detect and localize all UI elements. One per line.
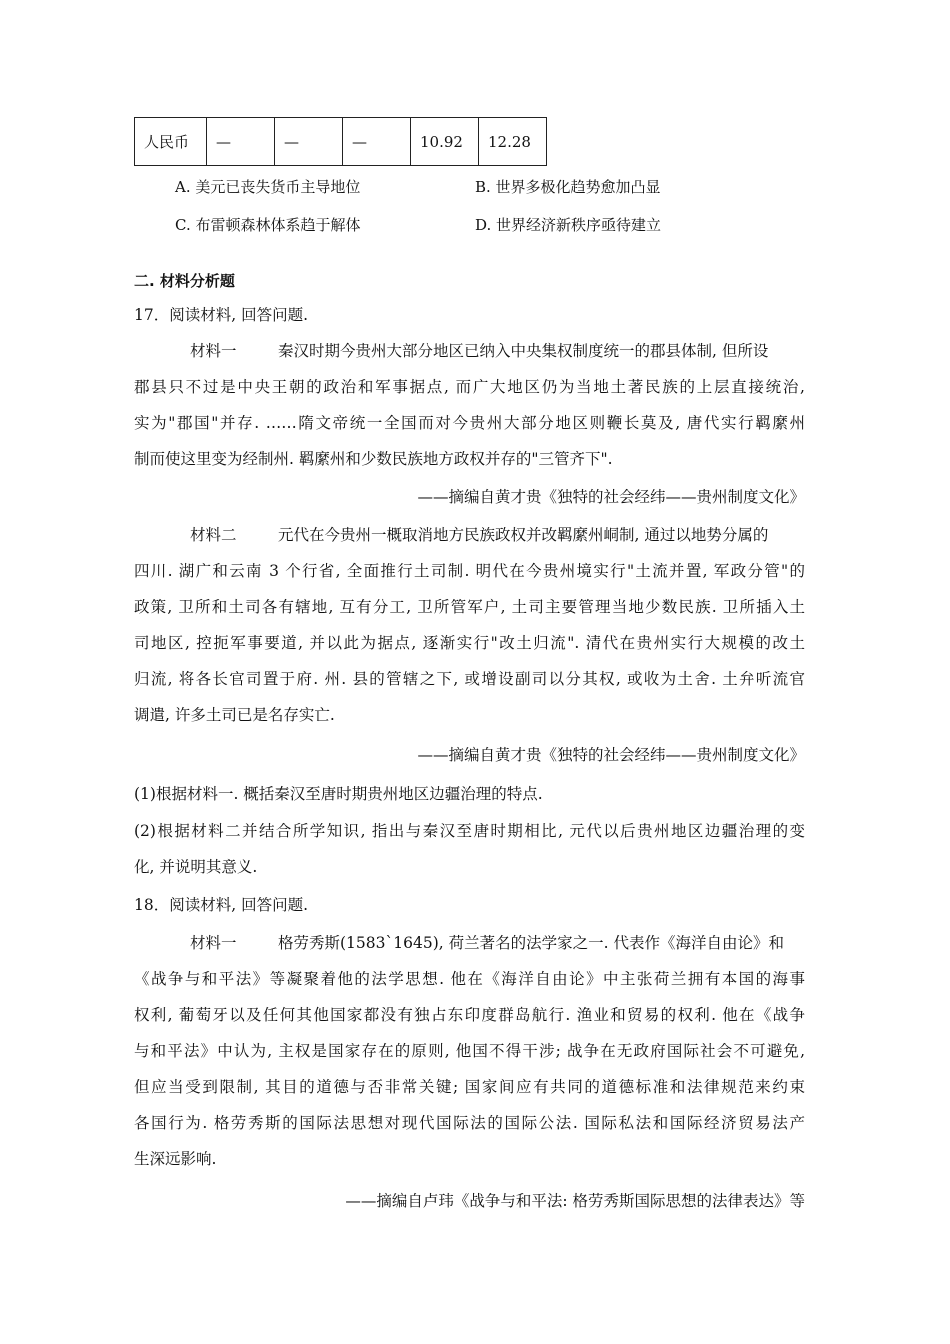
currency-table bbox=[134, 117, 547, 166]
q17-sub-question-2-cont: 化, 并说明其意义. bbox=[134, 858, 258, 876]
q17-material-2-line: 归流, 将各长官司置于府. 州. 县的管辖之下, 或增设副司以分其权, 或收为土舍. 土弁听流官 bbox=[134, 670, 805, 688]
q18-material-1-line: 生深远影响. bbox=[134, 1150, 217, 1168]
question-17-title: 17．阅读材料, 回答问题. bbox=[134, 306, 309, 324]
table-row bbox=[135, 118, 547, 166]
material-label: 材料一 bbox=[190, 934, 237, 952]
q17-material-2-source: ——摘编自黄才贵《独特的社会经纬——贵州制度文化》 bbox=[417, 746, 805, 764]
table-cell: 12.28 bbox=[479, 118, 547, 166]
q17-material-1-line: 材料一 秦汉时期今贵州大部分地区已纳入中央集权制度统一的郡县体制, 但所设 bbox=[190, 339, 805, 361]
material-label: 材料二 bbox=[190, 526, 237, 544]
q18-material-1-line: 《战争与和平法》等凝聚着他的法学思想. 他在《海洋自由论》中主张荷兰拥有本国的海事 bbox=[134, 970, 805, 988]
material-label: 材料一 bbox=[190, 342, 237, 360]
q18-material-1-line: 与和平法》中认为, 主权是国家存在的原则, 他国不得干涉; 战争在无政府国际社会不可避免, bbox=[134, 1042, 805, 1060]
option-d: D. 世界经济新秩序亟待建立 bbox=[475, 216, 662, 234]
q17-sub-question-1: (1)根据材料一. 概括秦汉至唐时期贵州地区边疆治理的特点. bbox=[134, 785, 543, 803]
q17-material-2-line: 政策, 卫所和土司各有辖地, 互有分工, 卫所管军户, 土司主要管理当地少数民族. 卫所插入土 bbox=[134, 598, 805, 616]
table-cell: — bbox=[275, 118, 343, 166]
table-cell: — bbox=[343, 118, 411, 166]
option-b: B. 世界多极化趋势愈加凸显 bbox=[475, 178, 661, 196]
q17-material-1-source: ——摘编自黄才贵《独特的社会经纬——贵州制度文化》 bbox=[417, 488, 805, 506]
q17-material-1-line: 实为"郡国"并存. ……隋文帝统一全国而对今贵州大部分地区则鞭长莫及, 唐代实行羁縻州 bbox=[134, 414, 805, 432]
question-18-title: 18．阅读材料, 回答问题. bbox=[134, 896, 309, 914]
q18-material-1-line: 各国行为. 格劳秀斯的国际法思想对现代国际法的国际公法. 国际私法和国际经济贸易法产 bbox=[134, 1114, 805, 1132]
q17-sub-question-2: (2)根据材料二并结合所学知识, 指出与秦汉至唐时期相比, 元代以后贵州地区边疆治理的变 bbox=[134, 822, 805, 840]
table-cell: 10.92 bbox=[411, 118, 479, 166]
q17-material-2-line: 四川. 湖广和云南 3 个行省, 全面推行土司制. 明代在今贵州境实行"土流并置, 军政分管"的 bbox=[134, 562, 805, 580]
q17-material-2-line: 材料二 元代在今贵州一概取消地方民族政权并改羁縻州峒制, 通过以地势分属的 bbox=[190, 523, 805, 545]
option-a: A. 美元已丧失货币主导地位 bbox=[175, 178, 361, 196]
q17-material-1-line: 郡县只不过是中央王朝的政治和军事据点, 而广大地区仍为当地土著民族的上层直接统治, bbox=[134, 378, 805, 396]
q18-material-1-line: 权利, 葡萄牙以及任何其他国家都没有独占东印度群岛航行. 渔业和贸易的权利. 他在《战争 bbox=[134, 1006, 805, 1024]
q18-material-1-source: ——摘编自卢玮《战争与和平法: 格劳秀斯国际思想的法律表达》等 bbox=[345, 1192, 805, 1210]
q18-material-1-line: 材料一 格劳秀斯(1583`1645), 荷兰著名的法学家之一. 代表作《海洋自由论》和 bbox=[190, 931, 805, 953]
q17-material-2-line: 司地区, 控扼军事要道, 并以此为据点, 逐渐实行"改土归流". 清代在贵州实行大规模的改土 bbox=[134, 634, 805, 652]
q17-material-2-line: 调遣, 许多土司已是名存实亡. bbox=[134, 706, 335, 724]
section-title: 二. 材料分析题 bbox=[134, 272, 235, 290]
q17-material-1-line: 制而使这里变为经制州. 羁縻州和少数民族地方政权并存的"三管齐下". bbox=[134, 450, 613, 468]
option-c: C. 布雷顿森林体系趋于解体 bbox=[175, 216, 361, 234]
table-cell: — bbox=[207, 118, 275, 166]
q18-material-1-line: 但应当受到限制, 其目的道德与否非常关键; 国家间应有共同的道德标准和法律规范来约束 bbox=[134, 1078, 805, 1096]
table-cell: 人民币 bbox=[135, 118, 207, 166]
